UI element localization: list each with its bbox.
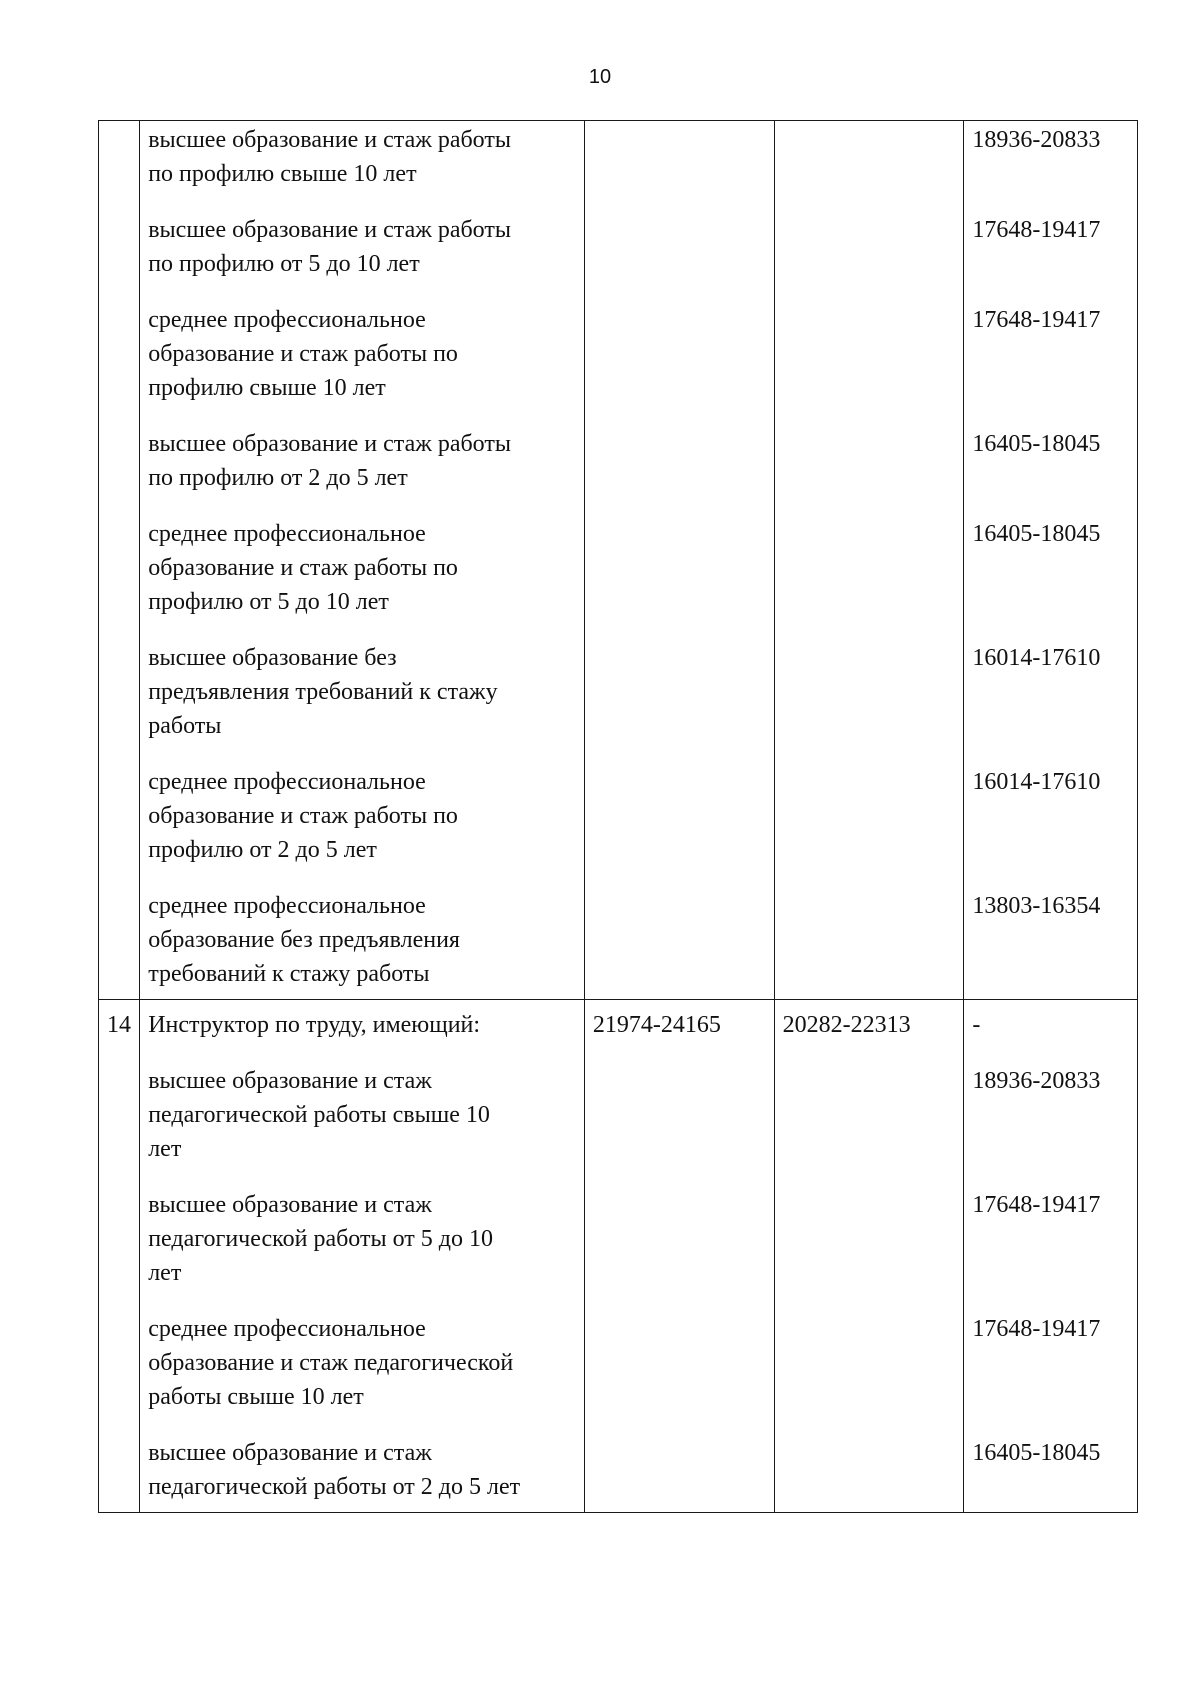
description-cell bbox=[140, 1000, 585, 1513]
list-item-text: среднее профессиональное образование и стаж работы по профилю от 5 до 10 лет bbox=[148, 521, 458, 615]
list-item-text: среднее профессиональное образование и стаж работы по профилю от 2 до 5 лет bbox=[148, 769, 458, 863]
list-item-value: 16405-18045 bbox=[972, 431, 1101, 457]
list-item-value: 18936-20833 bbox=[972, 127, 1101, 153]
list-item-value: 17648-19417 bbox=[972, 1316, 1101, 1342]
list-item-text: среднее профессиональное образование и стаж работы по профилю свыше 10 лет bbox=[148, 307, 458, 401]
list-item-value: 17648-19417 bbox=[972, 217, 1101, 243]
list-item-text: высшее образование и стаж работы по профилю от 5 до 10 лет bbox=[148, 217, 511, 277]
value-cell-col3: 20282-22313 bbox=[774, 1000, 964, 1513]
list-item-value: 16014-17610 bbox=[972, 769, 1101, 795]
table-row-14 bbox=[99, 1000, 1138, 1513]
salary-table bbox=[98, 120, 1138, 1513]
page-number: 10 bbox=[588, 66, 612, 88]
list-item-value: 13803-16354 bbox=[972, 893, 1101, 919]
list-item-text: среднее профессиональное образование и стаж педагогической работы свыше 10 лет bbox=[148, 1316, 514, 1410]
value-cell-col3 bbox=[774, 121, 964, 1000]
row-title-value: - bbox=[972, 1012, 981, 1038]
description-cell bbox=[140, 121, 585, 1000]
list-item-text: среднее профессиональное образование без предъявления требований к стажу работы bbox=[148, 893, 460, 987]
value-cell-col2 bbox=[584, 121, 774, 1000]
list-item-text: высшее образование и стаж педагогической работы свыше 10 лет bbox=[148, 1068, 490, 1162]
list-item-text: высшее образование и стаж работы по профилю от 2 до 5 лет bbox=[148, 431, 511, 491]
list-item-value: 16014-17610 bbox=[972, 645, 1101, 671]
list-item-value: 17648-19417 bbox=[972, 307, 1101, 333]
row-title: Инструктор по труду, имеющий: bbox=[148, 1012, 481, 1038]
list-item-text: высшее образование без предъявления требований к стажу работы bbox=[148, 645, 498, 739]
list-item-text: высшее образование и стаж работы по профилю свыше 10 лет bbox=[148, 127, 511, 187]
list-item-value: 18936-20833 bbox=[972, 1068, 1101, 1094]
list-item-text: высшее образование и стаж педагогической работы от 5 до 10 лет bbox=[148, 1192, 493, 1286]
row-number-cell: 14 bbox=[99, 1000, 140, 1513]
list-item-value: 16405-18045 bbox=[972, 521, 1101, 547]
table-row-continued bbox=[99, 121, 1138, 1000]
value-cell-col4 bbox=[964, 1000, 1138, 1513]
list-item-text: высшее образование и стаж педагогической работы от 2 до 5 лет bbox=[148, 1440, 521, 1500]
value-cell-col2: 21974-24165 bbox=[584, 1000, 774, 1513]
list-item-value: 17648-19417 bbox=[972, 1192, 1101, 1218]
list-item-value: 16405-18045 bbox=[972, 1440, 1101, 1466]
value-cell-col4 bbox=[964, 121, 1138, 1000]
row-number-cell bbox=[99, 121, 140, 1000]
